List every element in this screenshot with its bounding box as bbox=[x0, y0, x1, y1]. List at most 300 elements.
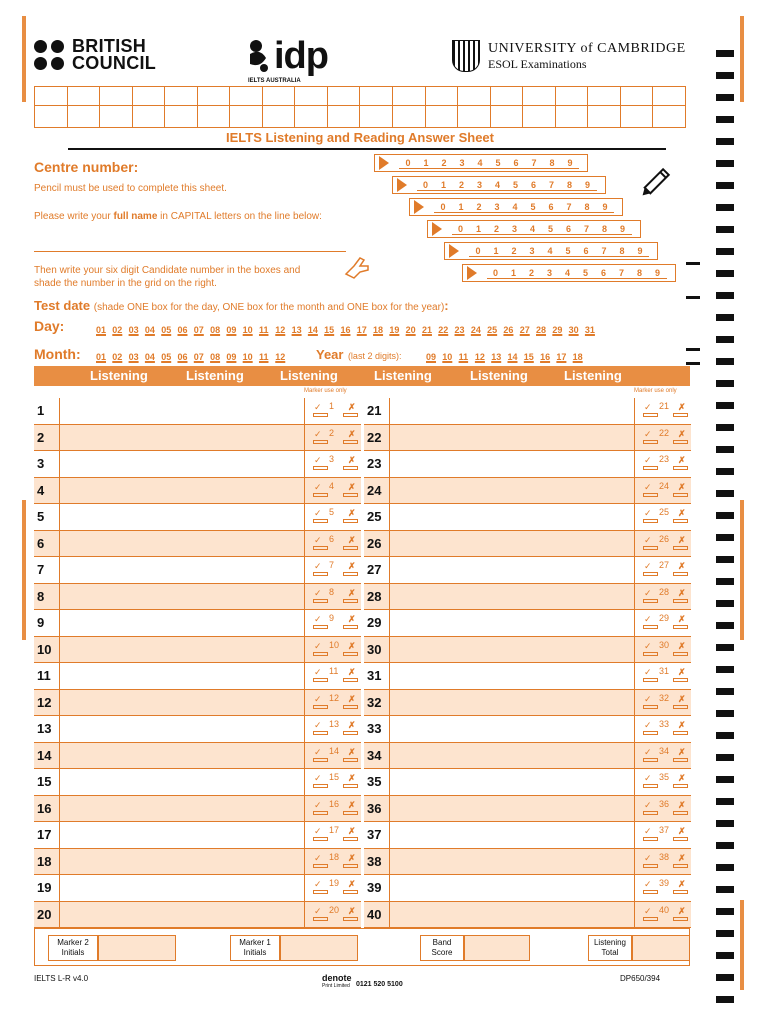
month-option[interactable]: 07 bbox=[193, 352, 204, 362]
month-option[interactable]: 06 bbox=[177, 352, 188, 362]
candidate-digit-option[interactable]: 0 bbox=[434, 202, 452, 213]
candidate-digit-option[interactable]: 4 bbox=[489, 180, 507, 191]
day-option[interactable]: 25 bbox=[487, 325, 498, 335]
answer-field[interactable] bbox=[59, 875, 305, 901]
cambridge-subtitle: ESOL Examinations bbox=[488, 56, 587, 71]
tick-box[interactable] bbox=[313, 678, 328, 682]
candidate-digit-option[interactable]: 1 bbox=[452, 202, 470, 213]
candidate-digit-option[interactable]: 5 bbox=[507, 180, 525, 191]
tick-box[interactable] bbox=[313, 811, 328, 815]
cross-box[interactable] bbox=[673, 917, 688, 921]
candidate-digit-option[interactable]: 2 bbox=[453, 180, 471, 191]
tick-box[interactable] bbox=[643, 572, 658, 576]
candidate-digit-option[interactable]: 5 bbox=[489, 158, 507, 169]
marker2-initials-field[interactable] bbox=[98, 935, 176, 961]
cross-box[interactable] bbox=[343, 599, 358, 603]
cross-box[interactable] bbox=[343, 864, 358, 868]
answer-field[interactable] bbox=[59, 902, 305, 928]
candidate-digit-option[interactable]: 6 bbox=[595, 268, 613, 279]
tick-box[interactable] bbox=[313, 731, 328, 735]
answer-field[interactable] bbox=[389, 425, 635, 451]
answer-field[interactable] bbox=[59, 398, 305, 424]
tick-icon: ✓ bbox=[314, 428, 322, 439]
year-option[interactable]: 10 bbox=[442, 352, 453, 362]
answer-field[interactable] bbox=[59, 637, 305, 663]
name-letter-box[interactable] bbox=[523, 87, 556, 127]
name-letter-box[interactable] bbox=[588, 87, 621, 127]
day-option[interactable]: 09 bbox=[226, 325, 237, 335]
month-option[interactable]: 09 bbox=[226, 352, 237, 362]
answer-field[interactable] bbox=[59, 849, 305, 875]
cross-icon: ✗ bbox=[678, 640, 686, 651]
cross-box[interactable] bbox=[343, 917, 358, 921]
candidate-digit-option[interactable]: 6 bbox=[542, 202, 560, 213]
listening-total-field[interactable] bbox=[632, 935, 690, 961]
question-number: 13 bbox=[37, 721, 52, 737]
name-letter-box[interactable] bbox=[328, 87, 361, 127]
marker-question-number: 21 bbox=[659, 401, 670, 411]
tick-box[interactable] bbox=[313, 519, 328, 523]
cross-box[interactable] bbox=[673, 705, 688, 709]
month-options[interactable] bbox=[96, 347, 292, 365]
tick-box[interactable] bbox=[313, 890, 328, 894]
cross-box[interactable] bbox=[343, 784, 358, 788]
cross-box[interactable] bbox=[673, 572, 688, 576]
cross-box[interactable] bbox=[343, 572, 358, 576]
answer-field[interactable] bbox=[59, 769, 305, 795]
tick-box[interactable] bbox=[313, 837, 328, 841]
arrow-icon bbox=[449, 244, 459, 258]
candidate-digit-option[interactable]: 8 bbox=[613, 246, 631, 257]
day-option[interactable]: 22 bbox=[438, 325, 449, 335]
candidate-digit-option[interactable]: 8 bbox=[561, 180, 579, 191]
tick-box[interactable] bbox=[643, 440, 658, 444]
candidate-digit-option[interactable]: 6 bbox=[507, 158, 525, 169]
name-letter-box[interactable] bbox=[458, 87, 491, 127]
cambridge-logo bbox=[452, 40, 686, 72]
answer-field[interactable] bbox=[59, 557, 305, 583]
tick-box[interactable] bbox=[313, 917, 328, 921]
answer-field[interactable] bbox=[389, 822, 635, 848]
month-option[interactable]: 10 bbox=[242, 352, 253, 362]
tick-box[interactable] bbox=[313, 625, 328, 629]
year-option[interactable]: 09 bbox=[426, 352, 437, 362]
candidate-digit-option[interactable]: 0 bbox=[469, 246, 487, 257]
cross-box[interactable] bbox=[673, 466, 688, 470]
candidate-digit-option[interactable]: 7 bbox=[578, 224, 596, 235]
timing-mark bbox=[716, 138, 734, 145]
tick-box[interactable] bbox=[313, 572, 328, 576]
day-option[interactable]: 10 bbox=[242, 325, 253, 335]
candidate-digit-option[interactable]: 6 bbox=[560, 224, 578, 235]
answer-field[interactable] bbox=[59, 663, 305, 689]
day-option[interactable]: 28 bbox=[536, 325, 547, 335]
tick-box[interactable] bbox=[643, 917, 658, 921]
name-letter-box[interactable] bbox=[360, 87, 393, 127]
day-option[interactable]: 08 bbox=[210, 325, 221, 335]
answer-field[interactable] bbox=[389, 743, 635, 769]
cross-box[interactable] bbox=[343, 625, 358, 629]
candidate-digit-option[interactable]: 1 bbox=[435, 180, 453, 191]
cross-box[interactable] bbox=[343, 440, 358, 444]
candidate-digit-option[interactable]: 3 bbox=[471, 180, 489, 191]
candidate-digit-option[interactable]: 8 bbox=[631, 268, 649, 279]
cross-box[interactable] bbox=[343, 890, 358, 894]
tick-box[interactable] bbox=[643, 546, 658, 550]
band-score-field[interactable] bbox=[464, 935, 530, 961]
cross-icon: ✗ bbox=[678, 905, 686, 916]
year-option[interactable]: 14 bbox=[507, 352, 518, 362]
cross-box[interactable] bbox=[673, 519, 688, 523]
idp-logo bbox=[246, 35, 328, 84]
month-option[interactable]: 04 bbox=[144, 352, 155, 362]
name-letter-box[interactable] bbox=[426, 87, 459, 127]
day-option[interactable]: 03 bbox=[128, 325, 139, 335]
cross-box[interactable] bbox=[343, 678, 358, 682]
tick-box[interactable] bbox=[643, 705, 658, 709]
tick-box[interactable] bbox=[643, 599, 658, 603]
answer-field[interactable] bbox=[59, 478, 305, 504]
candidate-digit-option[interactable]: 2 bbox=[523, 268, 541, 279]
candidate-digit-option[interactable]: 1 bbox=[417, 158, 435, 169]
answer-field[interactable] bbox=[59, 716, 305, 742]
day-option[interactable]: 06 bbox=[177, 325, 188, 335]
name-letter-box[interactable] bbox=[230, 87, 263, 127]
tick-box[interactable] bbox=[643, 837, 658, 841]
candidate-digit-option[interactable]: 8 bbox=[543, 158, 561, 169]
cross-box[interactable] bbox=[673, 864, 688, 868]
candidate-digit-option[interactable]: 3 bbox=[488, 202, 506, 213]
tick-box[interactable] bbox=[643, 758, 658, 762]
day-option[interactable]: 21 bbox=[421, 325, 432, 335]
tick-box[interactable] bbox=[643, 731, 658, 735]
day-option[interactable]: 01 bbox=[96, 325, 107, 335]
answer-field[interactable] bbox=[389, 637, 635, 663]
name-letter-box[interactable] bbox=[263, 87, 296, 127]
candidate-digit-option[interactable]: 5 bbox=[524, 202, 542, 213]
name-letter-box[interactable] bbox=[295, 87, 328, 127]
tick-icon: ✓ bbox=[644, 640, 652, 651]
day-option[interactable]: 05 bbox=[161, 325, 172, 335]
day-options[interactable] bbox=[96, 320, 601, 338]
candidate-digit-option[interactable]: 9 bbox=[561, 158, 579, 169]
tick-box[interactable] bbox=[313, 758, 328, 762]
candidate-digit-option[interactable]: 0 bbox=[452, 224, 470, 235]
cross-box[interactable] bbox=[673, 413, 688, 417]
answer-field[interactable] bbox=[389, 398, 635, 424]
day-option[interactable]: 04 bbox=[144, 325, 155, 335]
name-letter-box[interactable] bbox=[653, 87, 685, 127]
answer-field[interactable] bbox=[389, 663, 635, 689]
year-option[interactable]: 11 bbox=[458, 352, 469, 362]
answer-field[interactable] bbox=[389, 531, 635, 557]
day-option[interactable]: 17 bbox=[356, 325, 367, 335]
answer-field[interactable] bbox=[389, 690, 635, 716]
year-options[interactable] bbox=[426, 347, 589, 365]
tick-box[interactable] bbox=[643, 784, 658, 788]
name-letter-box[interactable] bbox=[165, 87, 198, 127]
candidate-digit-option[interactable]: 7 bbox=[595, 246, 613, 257]
answer-field[interactable] bbox=[389, 451, 635, 477]
candidate-digit-option[interactable]: 0 bbox=[417, 180, 435, 191]
candidate-digit-option[interactable]: 3 bbox=[523, 246, 541, 257]
candidate-digit-option[interactable]: 8 bbox=[578, 202, 596, 213]
answer-field[interactable] bbox=[389, 504, 635, 530]
marker-box bbox=[305, 531, 361, 557]
candidate-digit-option[interactable]: 2 bbox=[470, 202, 488, 213]
name-letter-box[interactable] bbox=[556, 87, 589, 127]
answer-field[interactable] bbox=[59, 796, 305, 822]
answer-field[interactable] bbox=[389, 716, 635, 742]
candidate-digit-option[interactable]: 4 bbox=[541, 246, 559, 257]
tick-box[interactable] bbox=[313, 599, 328, 603]
answer-row bbox=[34, 743, 361, 770]
month-option[interactable]: 12 bbox=[275, 352, 286, 362]
candidate-digit-option[interactable]: 4 bbox=[559, 268, 577, 279]
tick-box[interactable] bbox=[643, 678, 658, 682]
year-option[interactable]: 17 bbox=[556, 352, 567, 362]
day-option[interactable]: 30 bbox=[568, 325, 579, 335]
idp-wordmark: idp bbox=[274, 35, 328, 77]
idp-emblem-icon bbox=[246, 38, 272, 74]
name-letter-box[interactable] bbox=[198, 87, 231, 127]
name-letter-box[interactable] bbox=[393, 87, 426, 127]
year-option[interactable]: 13 bbox=[491, 352, 502, 362]
cross-box[interactable] bbox=[343, 519, 358, 523]
cross-box[interactable] bbox=[673, 837, 688, 841]
answer-field[interactable] bbox=[389, 849, 635, 875]
candidate-digit-option[interactable]: 9 bbox=[614, 224, 632, 235]
day-option[interactable]: 20 bbox=[405, 325, 416, 335]
name-letter-box[interactable] bbox=[491, 87, 524, 127]
tick-box[interactable] bbox=[643, 811, 658, 815]
tick-box[interactable] bbox=[313, 493, 328, 497]
cross-icon: ✗ bbox=[348, 587, 356, 598]
candidate-digit-option[interactable]: 6 bbox=[577, 246, 595, 257]
candidate-digit-option[interactable]: 5 bbox=[542, 224, 560, 235]
answer-field[interactable] bbox=[389, 478, 635, 504]
candidate-digit-option[interactable]: 4 bbox=[506, 202, 524, 213]
day-option[interactable]: 29 bbox=[552, 325, 563, 335]
marker-question-number: 38 bbox=[659, 851, 670, 862]
day-option[interactable]: 19 bbox=[389, 325, 400, 335]
candidate-digit-option[interactable]: 9 bbox=[631, 246, 649, 257]
answer-field[interactable] bbox=[389, 769, 635, 795]
answer-row bbox=[34, 822, 361, 849]
tick-box[interactable] bbox=[313, 652, 328, 656]
candidate-digit-option[interactable]: 1 bbox=[470, 224, 488, 235]
cross-box[interactable] bbox=[673, 440, 688, 444]
candidate-digit-option[interactable]: 7 bbox=[543, 180, 561, 191]
year-option[interactable]: 15 bbox=[523, 352, 534, 362]
timing-mark bbox=[716, 50, 734, 57]
cross-box[interactable] bbox=[343, 546, 358, 550]
answer-field[interactable] bbox=[389, 610, 635, 636]
day-option[interactable]: 31 bbox=[584, 325, 595, 335]
cross-box[interactable] bbox=[343, 413, 358, 417]
candidate-digit-option[interactable]: 4 bbox=[524, 224, 542, 235]
day-option[interactable]: 13 bbox=[291, 325, 302, 335]
marker1-initials-field[interactable] bbox=[280, 935, 358, 961]
answer-field[interactable] bbox=[389, 584, 635, 610]
answer-field[interactable] bbox=[389, 557, 635, 583]
day-option[interactable]: 02 bbox=[112, 325, 123, 335]
tick-box[interactable] bbox=[643, 413, 658, 417]
question-number: 10 bbox=[37, 641, 52, 657]
day-option[interactable]: 15 bbox=[324, 325, 335, 335]
candidate-digit-option[interactable]: 0 bbox=[487, 268, 505, 279]
question-number: 1 bbox=[37, 403, 45, 419]
cross-box[interactable] bbox=[343, 731, 358, 735]
marker-box bbox=[635, 769, 691, 795]
candidate-digit-option[interactable]: 3 bbox=[453, 158, 471, 169]
month-option[interactable]: 05 bbox=[161, 352, 172, 362]
tick-box[interactable] bbox=[313, 466, 328, 470]
candidate-digit-option[interactable]: 5 bbox=[559, 246, 577, 257]
answer-field[interactable] bbox=[389, 902, 635, 928]
candidate-digit-option[interactable]: 7 bbox=[560, 202, 578, 213]
candidate-digit-option[interactable]: 9 bbox=[649, 268, 667, 279]
year-option[interactable]: 16 bbox=[540, 352, 551, 362]
tick-box[interactable] bbox=[313, 705, 328, 709]
cross-box[interactable] bbox=[343, 758, 358, 762]
name-boxes[interactable] bbox=[34, 86, 686, 128]
answer-field[interactable] bbox=[59, 504, 305, 530]
marker-question-number: 32 bbox=[659, 692, 670, 703]
tick-box[interactable] bbox=[313, 440, 328, 444]
answer-field[interactable] bbox=[59, 822, 305, 848]
day-option[interactable]: 24 bbox=[470, 325, 481, 335]
day-option[interactable]: 07 bbox=[193, 325, 204, 335]
marker-box bbox=[635, 663, 691, 689]
candidate-digit-option[interactable]: 9 bbox=[596, 202, 614, 213]
cross-box[interactable] bbox=[673, 546, 688, 550]
cross-box[interactable] bbox=[673, 652, 688, 656]
cross-box[interactable] bbox=[673, 731, 688, 735]
answer-field[interactable] bbox=[389, 796, 635, 822]
cross-box[interactable] bbox=[673, 890, 688, 894]
month-option[interactable]: 08 bbox=[210, 352, 221, 362]
tick-box[interactable] bbox=[643, 493, 658, 497]
name-letter-box[interactable] bbox=[35, 87, 68, 127]
timing-mark bbox=[716, 952, 734, 959]
cross-icon: ✗ bbox=[348, 746, 356, 757]
answer-field[interactable] bbox=[389, 875, 635, 901]
candidate-digit-option[interactable]: 7 bbox=[525, 158, 543, 169]
arrow-icon bbox=[379, 156, 389, 170]
answer-field[interactable] bbox=[59, 610, 305, 636]
month-option[interactable]: 03 bbox=[128, 352, 139, 362]
cross-box[interactable] bbox=[673, 625, 688, 629]
cross-box[interactable] bbox=[343, 652, 358, 656]
tick-box[interactable] bbox=[313, 546, 328, 550]
cross-box[interactable] bbox=[673, 599, 688, 603]
year-option[interactable]: 12 bbox=[474, 352, 485, 362]
candidate-digit-option[interactable]: 3 bbox=[506, 224, 524, 235]
day-option[interactable]: 12 bbox=[275, 325, 286, 335]
candidate-digit-option[interactable]: 4 bbox=[471, 158, 489, 169]
name-letter-box[interactable] bbox=[133, 87, 166, 127]
candidate-digit-option[interactable]: 2 bbox=[505, 246, 523, 257]
tick-box[interactable] bbox=[643, 864, 658, 868]
tick-icon: ✓ bbox=[314, 799, 322, 810]
day-option[interactable]: 16 bbox=[340, 325, 351, 335]
tick-box[interactable] bbox=[643, 625, 658, 629]
cross-box[interactable] bbox=[673, 678, 688, 682]
cross-box[interactable] bbox=[673, 784, 688, 788]
tick-box[interactable] bbox=[643, 652, 658, 656]
day-option[interactable]: 18 bbox=[373, 325, 384, 335]
candidate-digit-option[interactable]: 8 bbox=[596, 224, 614, 235]
year-option[interactable]: 18 bbox=[572, 352, 583, 362]
tick-box[interactable] bbox=[643, 519, 658, 523]
month-option[interactable]: 01 bbox=[96, 352, 107, 362]
full-name-line[interactable] bbox=[34, 251, 346, 252]
marker-box bbox=[635, 478, 691, 504]
cross-box[interactable] bbox=[673, 493, 688, 497]
day-option[interactable]: 14 bbox=[307, 325, 318, 335]
candidate-digit-option[interactable]: 1 bbox=[505, 268, 523, 279]
cross-icon: ✗ bbox=[348, 534, 356, 545]
marker-question-number: 36 bbox=[659, 798, 670, 809]
name-letter-box[interactable] bbox=[621, 87, 654, 127]
day-option[interactable]: 23 bbox=[454, 325, 465, 335]
cross-box[interactable] bbox=[343, 705, 358, 709]
cross-icon: ✗ bbox=[678, 799, 686, 810]
month-option[interactable]: 02 bbox=[112, 352, 123, 362]
candidate-digit-option[interactable]: 9 bbox=[579, 180, 597, 191]
question-number: 36 bbox=[367, 800, 382, 816]
answer-field[interactable] bbox=[59, 743, 305, 769]
answer-field[interactable] bbox=[59, 425, 305, 451]
marker-box bbox=[635, 504, 691, 530]
candidate-digit-option[interactable]: 6 bbox=[525, 180, 543, 191]
candidate-digit-option[interactable]: 3 bbox=[541, 268, 559, 279]
candidate-digit-option[interactable]: 1 bbox=[487, 246, 505, 257]
candidate-digit-option[interactable]: 7 bbox=[613, 268, 631, 279]
name-letter-box[interactable] bbox=[68, 87, 101, 127]
answer-field[interactable] bbox=[59, 690, 305, 716]
cross-box[interactable] bbox=[343, 811, 358, 815]
candidate-digit-option[interactable]: 5 bbox=[577, 268, 595, 279]
marker-box bbox=[305, 610, 361, 636]
tick-box[interactable] bbox=[643, 466, 658, 470]
cross-box[interactable] bbox=[673, 811, 688, 815]
cross-box[interactable] bbox=[673, 758, 688, 762]
answer-field[interactable] bbox=[59, 584, 305, 610]
tick-box[interactable] bbox=[313, 784, 328, 788]
candidate-digit-option[interactable]: 0 bbox=[399, 158, 417, 169]
tick-box[interactable] bbox=[313, 413, 328, 417]
timing-mark bbox=[716, 622, 734, 629]
cross-box[interactable] bbox=[343, 493, 358, 497]
month-option[interactable]: 11 bbox=[258, 352, 269, 362]
timing-mark bbox=[716, 468, 734, 475]
answer-field[interactable] bbox=[59, 531, 305, 557]
answer-field[interactable] bbox=[59, 451, 305, 477]
tick-box[interactable] bbox=[313, 864, 328, 868]
day-option[interactable]: 11 bbox=[258, 325, 269, 335]
tick-box[interactable] bbox=[643, 890, 658, 894]
day-option[interactable]: 26 bbox=[503, 325, 514, 335]
cross-box[interactable] bbox=[343, 466, 358, 470]
timing-mark bbox=[716, 358, 734, 365]
candidate-digit-option[interactable]: 2 bbox=[488, 224, 506, 235]
day-option[interactable]: 27 bbox=[519, 325, 530, 335]
cross-box[interactable] bbox=[343, 837, 358, 841]
name-letter-box[interactable] bbox=[100, 87, 133, 127]
candidate-digit-option[interactable]: 2 bbox=[435, 158, 453, 169]
